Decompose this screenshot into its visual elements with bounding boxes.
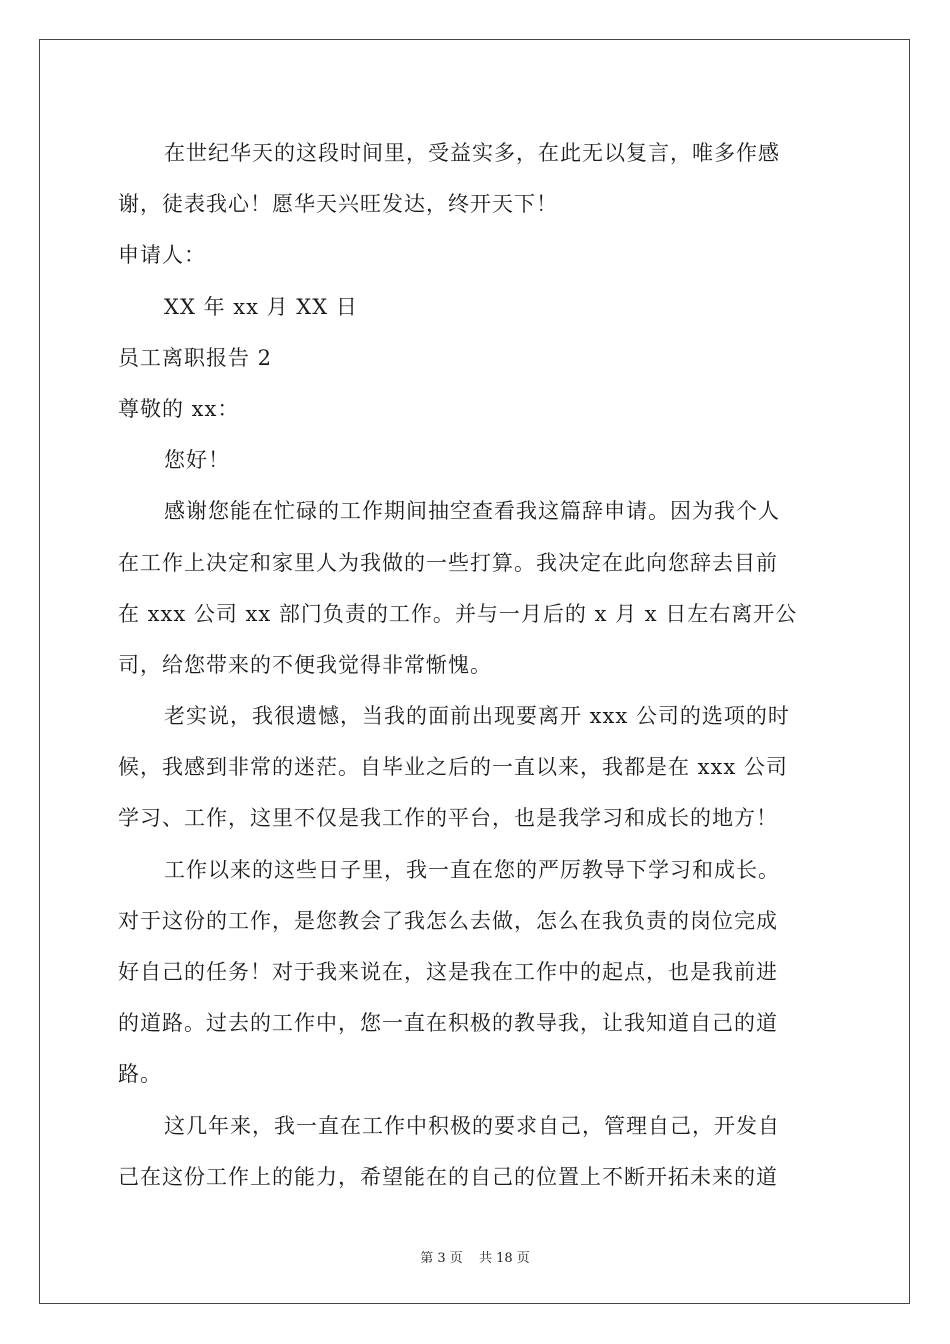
text-line: 对于这份的工作，是您教会了我怎么去做，怎么在我负责的岗位完成 — [118, 908, 778, 933]
text-line: 好自己的任务！对于我来说在，这是我在工作中的起点，也是我前进 — [118, 960, 778, 984]
text-line: 谢，徒表我心！愿华天兴旺发达，终开天下！ — [118, 192, 558, 217]
text-line: 老实说，我很遗憾，当我的面前出现要离开 xxx 公司的选项的时 — [164, 704, 790, 729]
document-body — [118, 128, 834, 1203]
text-line: 在世纪华天的这段时间里，受益实多，在此无以复言，唯多作感 — [164, 141, 780, 165]
date-line: XX 年 xx 月 XX 日 — [164, 294, 358, 319]
text-line: 这几年来，我一直在工作中积极的要求自己，管理自己，开发自 — [164, 1113, 780, 1138]
salutation: 尊敬的 xx： — [118, 396, 240, 421]
text-line: 在工作上决定和家里人为我做的一些打算。我决定在此向您辞去目前 — [118, 550, 778, 575]
page-number: 第 3 页 — [420, 1251, 463, 1266]
greeting: 您好！ — [164, 448, 230, 473]
text-line: 在 xxx 公司 xx 部门负责的工作。并与一月后的 x 月 x 日左右离开公 — [118, 601, 798, 626]
text-line: 学习、工作，这里不仅是我工作的平台，也是我学习和成长的地方！ — [118, 806, 778, 831]
page-footer — [0, 1247, 950, 1266]
text-line: 路。 — [118, 1062, 162, 1087]
text-line: 的道路。过去的工作中，您一直在积极的教导我，让我知道自己的道 — [118, 1011, 778, 1036]
text-line: 候，我感到非常的迷茫。自毕业之后的一直以来，我都是在 xxx 公司 — [118, 755, 788, 780]
text-line: 己在这份工作上的能力，希望能在的自己的位置上不断开拓未来的道 — [118, 1164, 778, 1189]
page-total: 共 18 页 — [478, 1251, 530, 1266]
applicant-label: 申请人： — [118, 243, 206, 268]
text-line: 司，给您带来的不便我觉得非常惭愧。 — [118, 652, 492, 677]
section-title: 员工离职报告 2 — [118, 345, 273, 370]
text-line: 工作以来的这些日子里，我一直在您的严厉教导下学习和成长。 — [164, 857, 780, 882]
text-line: 感谢您能在忙碌的工作期间抽空查看我这篇辞申请。因为我个人 — [164, 499, 780, 524]
